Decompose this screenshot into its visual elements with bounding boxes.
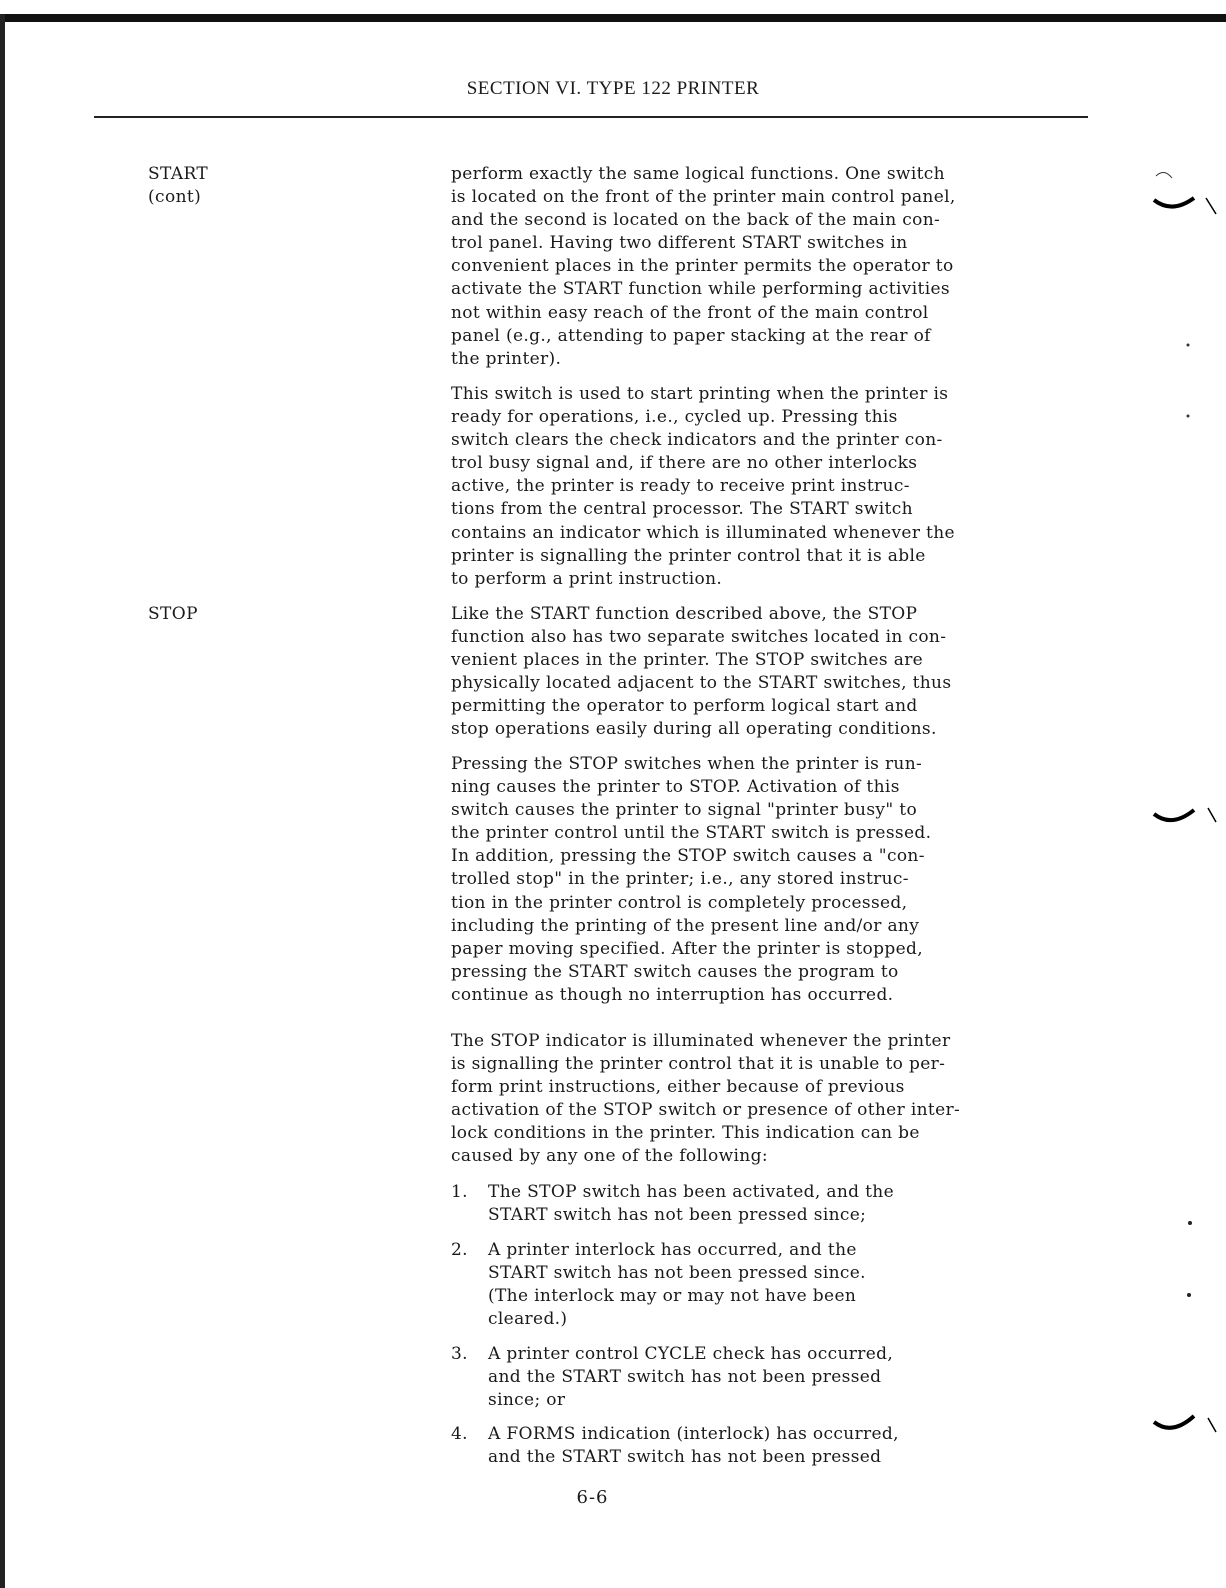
text-line: not within easy reach of the front of the main control — [451, 302, 929, 323]
text-line: pressing the START switch causes the program to — [451, 961, 899, 982]
text-line: including the printing of the present line and/or any — [451, 915, 920, 936]
scan-dot-icon — [1180, 1215, 1200, 1305]
text-line: the printer). — [451, 348, 562, 369]
scan-dot-icon — [1180, 340, 1200, 440]
text-line: and the second is located on the back of the main con- — [451, 210, 941, 231]
paragraph-start-usage — [451, 383, 1036, 591]
side-label-stop-line: STOP — [148, 604, 198, 624]
text-line: The STOP indicator is illuminated whenever the printer — [451, 1031, 951, 1051]
text-line: function also has two separate switches located in con- — [451, 627, 947, 648]
list-item-body — [488, 1343, 893, 1412]
text-line: tion in the printer control is completely processed, — [451, 892, 908, 913]
text-line: perform exactly the same logical functions. One switch — [451, 164, 945, 184]
paragraph-stop-intro — [451, 603, 1036, 742]
paragraph-stop-indicator — [451, 1030, 1036, 1169]
text-line: physically located adjacent to the START switches, thus — [451, 673, 952, 694]
text-line: convenient places in the printer permits the operator to — [451, 256, 954, 277]
text-line: lock conditions in the printer. This indication can be — [451, 1123, 920, 1144]
text-line: is located on the front of the printer main control panel, — [451, 187, 956, 208]
text-line: is signalling the printer control that it is unable to per- — [451, 1054, 946, 1075]
text-line: trolled stop" in the printer; i.e., any stored instruc- — [451, 869, 909, 890]
text-line: tions from the central processor. The START switch — [451, 499, 913, 520]
text-line: switch causes the printer to signal "printer busy" to — [451, 800, 918, 821]
text-line: Pressing the STOP switches when the printer is run- — [451, 754, 923, 774]
text-line: paper moving specified. After the printer is stopped, — [451, 938, 923, 959]
text-line: the printer control until the START switch is pressed. — [451, 823, 932, 844]
page-header: SECTION VI. TYPE 122 PRINTER — [466, 78, 760, 99]
text-line: The STOP switch has been activated, and the — [488, 1182, 895, 1202]
paragraph-stop-pressing — [451, 753, 1036, 1007]
text-line: trol busy signal and, if there are no other interlocks — [451, 453, 918, 474]
list-item-body — [488, 1181, 894, 1227]
text-line: (The interlock may or may not have been — [488, 1286, 857, 1307]
text-line: ning causes the printer to STOP. Activation of this — [451, 777, 900, 798]
side-label-start-line: (cont) — [148, 187, 202, 207]
text-line: venient places in the printer. The STOP switches are — [451, 650, 924, 671]
text-line: to perform a print instruction. — [451, 568, 723, 589]
scan-left-border — [0, 14, 5, 1588]
side-label-start-line: START — [148, 164, 209, 184]
list-item-body — [488, 1239, 866, 1331]
text-line: START switch has not been pressed since; — [488, 1205, 867, 1226]
text-line: This switch is used to start printing when the printer is — [451, 384, 949, 404]
text-line: trol panel. Having two different START switches in — [451, 233, 908, 254]
page-number: 6-6 — [576, 1487, 609, 1508]
text-line: activation of the STOP switch or presence of other inter- — [451, 1100, 961, 1121]
list-item-number: 2. — [451, 1240, 468, 1260]
text-line: and the START switch has not been pressed — [488, 1367, 882, 1388]
text-line: A FORMS indication (interlock) has occurred, — [488, 1424, 899, 1444]
text-line: contains an indicator which is illuminated whenever the — [451, 522, 955, 543]
text-line: START switch has not been pressed since. — [488, 1263, 866, 1284]
text-line: form print instructions, either because of previous — [451, 1077, 905, 1098]
text-line: panel (e.g., attending to paper stacking at the rear of — [451, 325, 931, 346]
binder-mark-icon — [1150, 790, 1220, 840]
side-label-start — [148, 163, 208, 209]
side-label-stop — [148, 603, 198, 626]
list-item-number: 3. — [451, 1344, 468, 1364]
text-line: activate the START function while performing activities — [451, 279, 950, 300]
text-line: ready for operations, i.e., cycled up. Pressing this — [451, 407, 898, 428]
text-line: printer is signalling the printer control that it is able — [451, 545, 926, 566]
text-line: permitting the operator to perform logical start and — [451, 696, 918, 717]
header-rule — [94, 116, 1088, 118]
list-item-number: 1. — [451, 1182, 468, 1202]
text-line: Like the START function described above, the STOP — [451, 604, 918, 624]
text-line: since; or — [488, 1390, 566, 1411]
binder-mark-icon — [1150, 1400, 1220, 1450]
text-line: cleared.) — [488, 1309, 568, 1330]
text-line: caused by any one of the following: — [451, 1146, 768, 1167]
list-item-number: 4. — [451, 1424, 468, 1444]
text-line: A printer interlock has occurred, and the — [488, 1240, 857, 1260]
text-line: continue as though no interruption has occurred. — [451, 984, 894, 1005]
text-line: In addition, pressing the STOP switch causes a "con- — [451, 846, 925, 867]
scan-top-border — [0, 14, 1226, 22]
text-line: A printer control CYCLE check has occurred, — [488, 1344, 894, 1364]
binder-mark-icon — [1150, 168, 1220, 218]
text-line: active, the printer is ready to receive print instruc- — [451, 476, 910, 497]
text-line: and the START switch has not been pressed — [488, 1447, 882, 1468]
list-item-body — [488, 1423, 899, 1469]
text-line: stop operations easily during all operating conditions. — [451, 719, 937, 740]
text-line: switch clears the check indicators and the printer con- — [451, 430, 943, 451]
paragraph-start-cont — [451, 163, 1036, 371]
